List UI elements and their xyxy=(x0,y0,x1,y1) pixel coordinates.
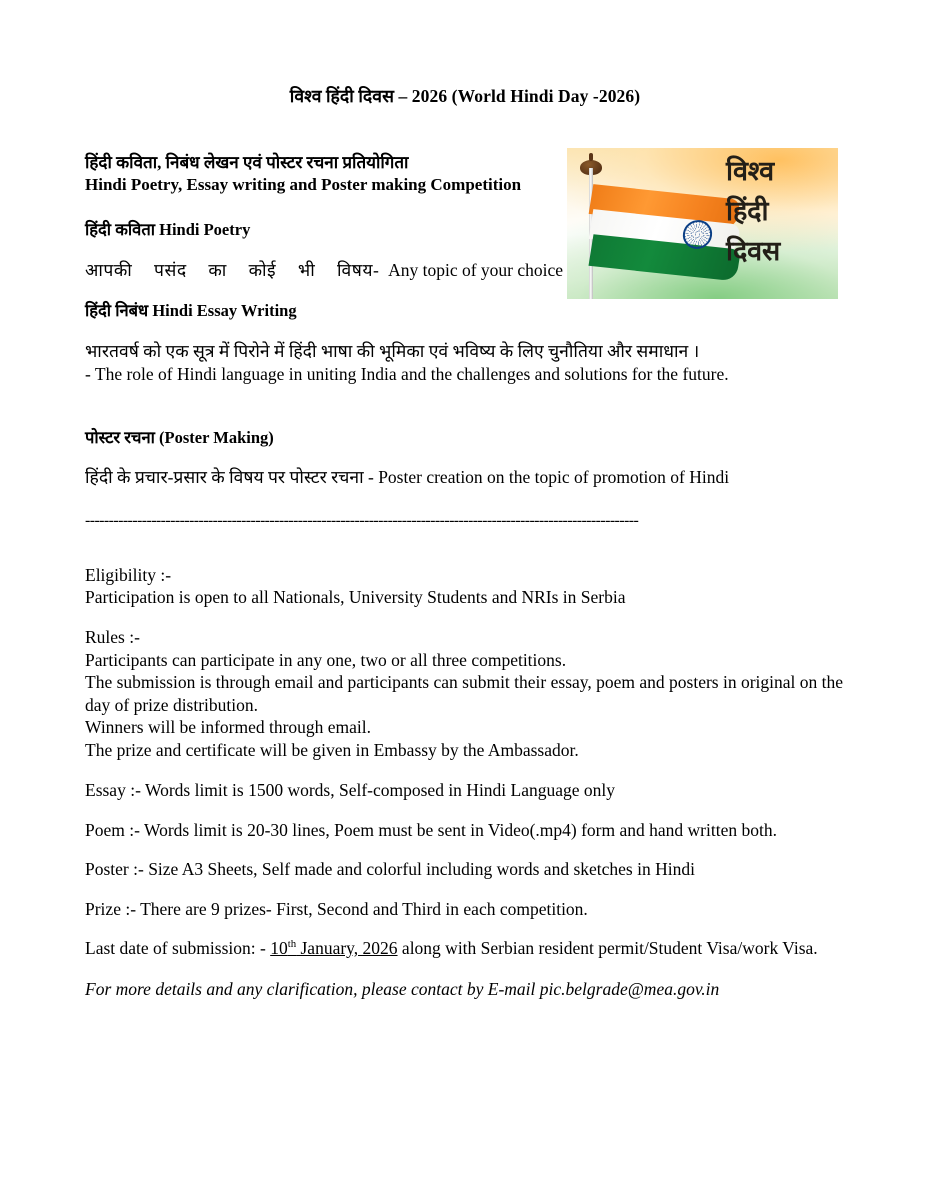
rules-item: The prize and certificate will be given in Embassy by the Ambassador. xyxy=(85,739,579,760)
rules-label: Rules :- xyxy=(85,627,140,648)
banner-text-line-1: विश्व xyxy=(726,156,774,186)
section-heading-poster: पोस्टर रचना (Poster Making) xyxy=(85,427,274,447)
last-date-suffix: along with Serbian resident permit/Student Visa/work Visa. xyxy=(397,938,818,959)
competition-heading-english: Hindi Poetry, Essay writing and Poster making Competition xyxy=(85,175,522,195)
poster-topic-english: - Poster creation on the topic of promotion of Hindi xyxy=(368,467,730,488)
eligibility-text: Participation is open to all Nationals, University Students and NRIs in Serbia xyxy=(85,587,626,607)
last-date-rest: January, 2026 xyxy=(296,938,398,959)
detail-poem: Poem :- Words limit is 20-30 lines, Poem must be sent in Video(.mp4) form and hand written both. xyxy=(85,819,777,840)
last-date-number: 10 xyxy=(270,938,288,959)
detail-prize: Prize :- There are 9 prizes- First, Second and Third in each competition. xyxy=(85,898,588,919)
last-date-ordinal: th xyxy=(287,938,297,951)
contact-line: For more details and any clarification, please contact by E-mail pic.belgrade@mea.gov.in xyxy=(85,978,720,999)
competition-heading-hindi: हिंदी कविता, निबंध लेखन एवं पोस्टर रचना प्रतियोगिता xyxy=(85,153,409,172)
last-date-block xyxy=(85,937,845,959)
poster-topic-hindi: हिंदी के प्रचार-प्रसार के विषय पर पोस्टर रचना xyxy=(85,467,364,488)
eligibility-block xyxy=(85,564,845,609)
poetry-topic-english: Any topic of your choice xyxy=(388,259,564,280)
section-heading-essay: हिंदी निबंध Hindi Essay Writing xyxy=(85,301,297,321)
rules-item: The submission is through email and participants can submit their essay, poem and posters in original on the day of prize distribution. xyxy=(85,672,844,715)
detail-poster: Poster :- Size A3 Sheets, Self made and colorful including words and sketches in Hindi xyxy=(85,859,695,880)
eligibility-label: Eligibility :- xyxy=(85,564,172,585)
last-date-prefix: Last date of submission: - xyxy=(85,938,271,959)
rules-block xyxy=(85,626,845,761)
detail-essay: Essay :- Words limit is 1500 words, Self-composed in Hindi Language only xyxy=(85,780,616,801)
section-heading-poetry: हिंदी कविता Hindi Poetry xyxy=(85,219,251,239)
poetry-topic-line xyxy=(85,259,845,282)
essay-topic-english: - The role of Hindi language in uniting India and the challenges and solutions for the future. xyxy=(85,364,729,385)
document-body xyxy=(85,152,845,1000)
rules-item: Winners will be informed through email. xyxy=(85,717,372,738)
poster-topic-line xyxy=(85,466,845,489)
rules-item: Participants can participate in any one, two or all three competitions. xyxy=(85,649,567,670)
banner-text-line-3: दिवस xyxy=(726,235,780,266)
page-title: विश्व हिंदी दिवस – 2026 (World Hindi Day -2026) xyxy=(289,86,641,106)
essay-topic-hindi: भारतवर्ष को एक सूत्र में पिरोने में हिंदी भाषा की भूमिका एवं भविष्य के लिए चुनौतिया और समाधान । xyxy=(85,340,700,361)
section-divider: --------------------------------------------------------------------------------------------------------------------- xyxy=(85,511,639,529)
banner-text-line-2: हिंदी xyxy=(726,195,769,226)
last-date-value xyxy=(270,938,397,958)
poetry-topic-hindi: आपकी पसंद का कोई भी विषय- xyxy=(85,259,380,280)
